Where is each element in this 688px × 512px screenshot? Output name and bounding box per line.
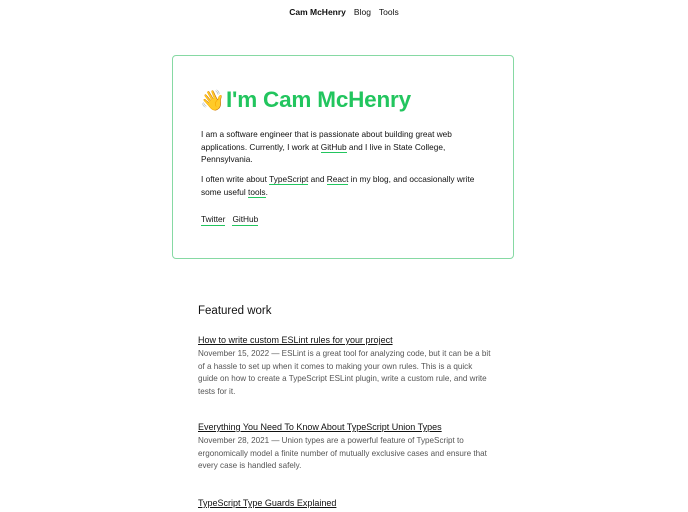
react-link[interactable]: React [326,174,349,184]
intro-text: and I live in State College, Pennsylvania. [201,141,446,164]
intro-heading-text: I'm Cam McHenry [226,87,411,112]
intro-paragraph-writing [201,173,491,198]
post-description: November 28, 2021 — Union types are a powerful feature of TypeScript to ergonomically model a finite number of mutually exclusive cases and ensure that every case is handled safely. [198,436,487,471]
post-title-link[interactable]: Everything You Need To Know About TypeScript Union Types [198,422,442,432]
post-item [198,334,493,398]
intro-card [172,55,514,259]
nav-brand-link[interactable]: Cam McHenry [289,7,346,17]
intro-text: . [265,186,268,197]
post-item [198,421,493,473]
waving-hand-icon: 👋 [200,90,225,112]
nav-item-blog[interactable]: Blog [353,7,371,17]
intro-paragraph-work [201,128,491,166]
twitter-link[interactable]: Twitter [201,214,226,224]
github-employer-link[interactable]: GitHub [320,141,347,152]
social-links [201,213,258,226]
top-nav [0,6,688,18]
typescript-link[interactable]: TypeScript [269,174,309,184]
github-profile-link[interactable]: GitHub [232,214,259,224]
intro-heading [200,85,411,116]
nav-item-tools[interactable]: Tools [378,7,399,17]
intro-text: in my blog, and occasionally write some useful [201,174,475,197]
featured-work-section [198,304,498,508]
featured-work-heading: Featured work [198,305,272,317]
post-description: November 15, 2022 — ESLint is a great tool for analyzing code, but it can be a bit of a hassle to set up when it comes to making your own rules. This is a quick guide on how to create a TypeScript ESLint plugin, write a custom rule, and write tests for it. [198,349,491,396]
post-title-link[interactable]: TypeScript Type Guards Explained [198,498,337,508]
post-item [198,497,493,509]
post-title-link[interactable]: How to write custom ESLint rules for your project [198,335,393,345]
tools-link[interactable]: tools [248,186,266,197]
intro-text: I often write about [201,174,270,184]
intro-text: and [308,174,327,184]
intro-text: I am a software engineer that is passionate about building great web applications. Currently, I work at [201,129,452,152]
